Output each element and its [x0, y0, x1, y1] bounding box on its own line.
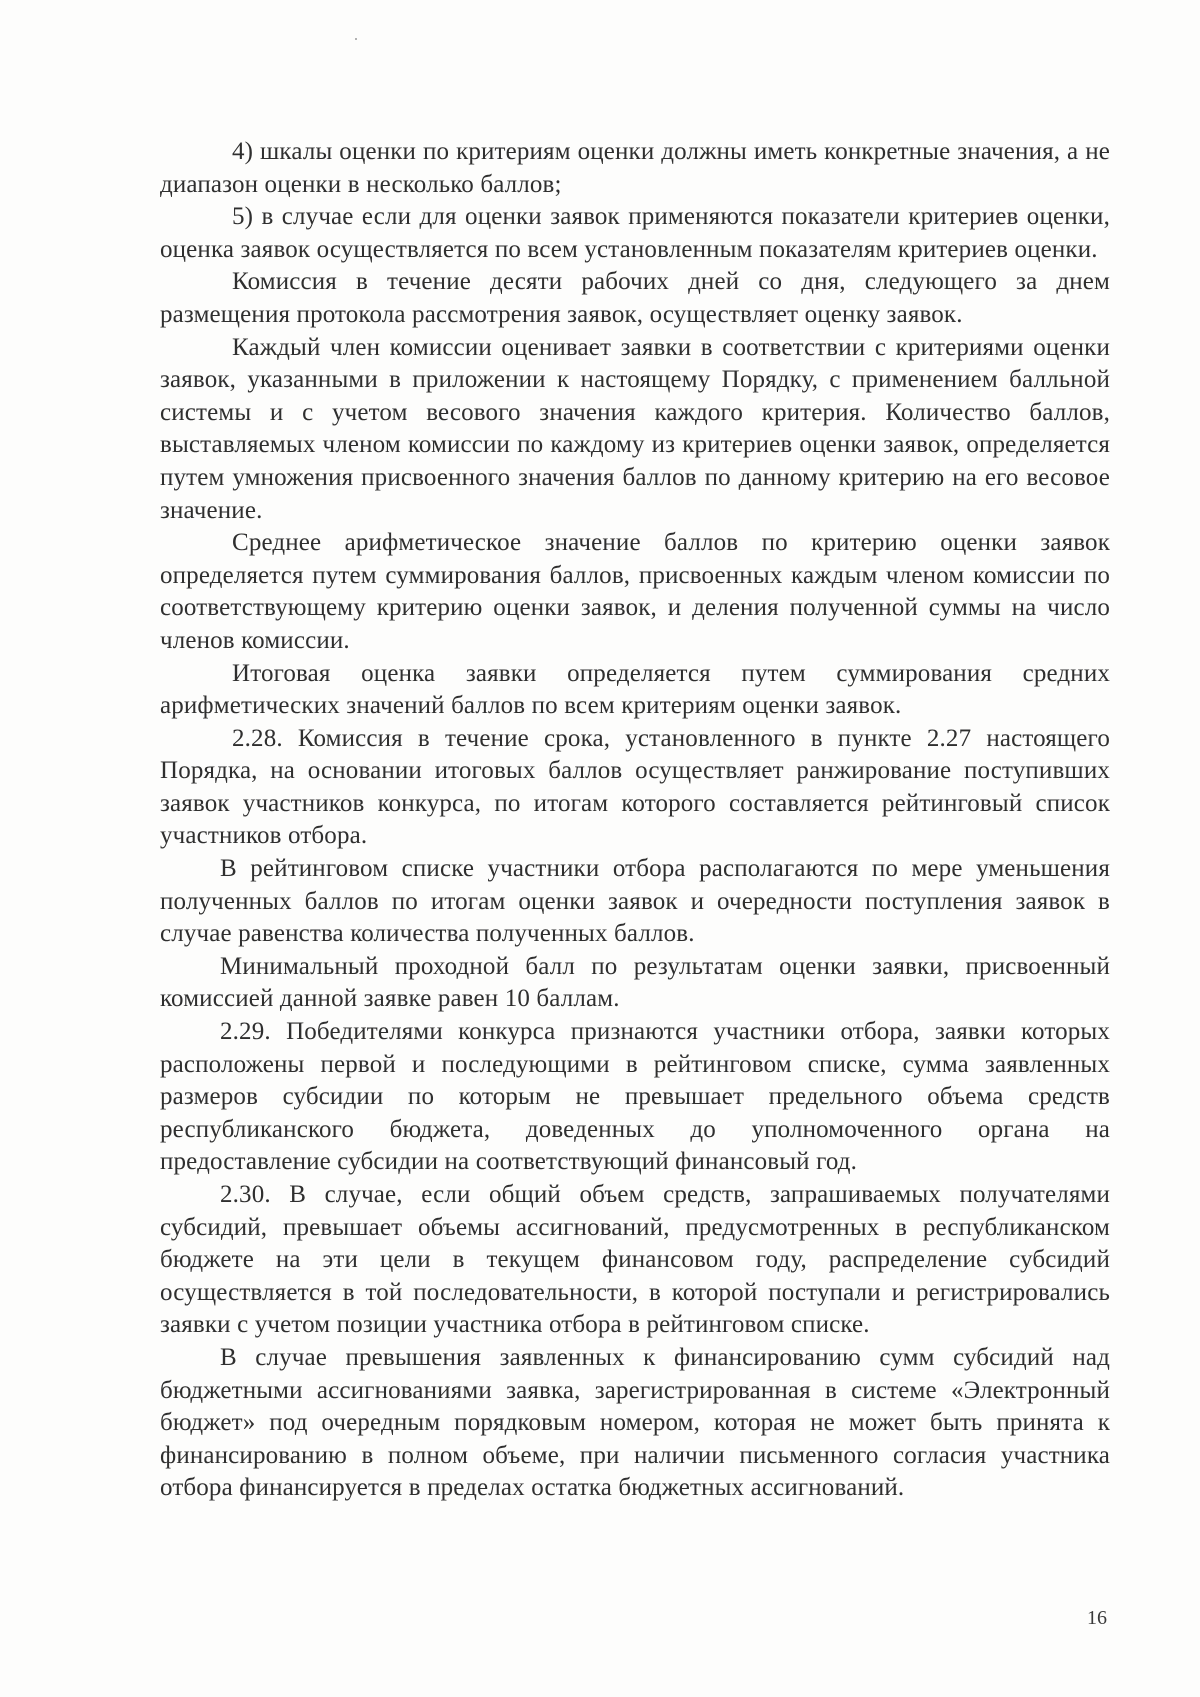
page-number: 16 [1087, 1607, 1107, 1629]
paragraph-item-4: 4) шкалы оценки по критериям оценки должны иметь конкретные значения, а не диапазон оценки в несколько баллов; [160, 138, 1110, 198]
paragraph-final-score: Итоговая оценка заявки определяется путем суммирования средних арифметических значений баллов по всем критериям оценки заявок. [160, 659, 1110, 720]
paragraph-excess-funding: В случае превышения заявленных к финансированию сумм субсидий над бюджетными ассигнованиями заявка, зарегистрированная в системе «Электронный бюджет» под очередным порядковым номером, которая не может быть принята к финансированию в полном объеме, при наличии письменного согласия участника отбора финансируется в пределах остатка бюджетных ассигнований. [160, 1343, 1110, 1502]
paragraph-2-29: 2.29. Победителями конкурса признаются участники отбора, заявки которых расположены первой и последующими в рейтинговом списке, сумма заявленных размеров субсидии по которым не превышает предельного объема средств республиканского бюджета, доведенных до уполномоченного органа на предоставление субсидии на соответствующий финансовый год. [160, 1018, 1110, 1176]
paragraph-rating-list: В рейтинговом списке участники отбора располагаются по мере уменьшения полученных баллов по итогам оценки заявок и очередности поступления заявок в случае равенства количества полученных баллов. [160, 855, 1110, 948]
paragraph-2-28: 2.28. Комиссия в течение срока, установленного в пункте 2.27 настоящего Порядка, на основании итоговых баллов осуществляет ранжирование поступивших заявок участников конкурса, по итогам которого составляется рейтинговый список участников отбора. [160, 724, 1110, 850]
paragraph-item-5: 5) в случае если для оценки заявок применяются показатели критериев оценки, оценка заявок осуществляется по всем установленным показателям критериев оценки. [160, 203, 1110, 263]
paragraph-minimum-score: Минимальный проходной балл по результатам оценки заявки, присвоенный комиссией данной заявке равен 10 баллам. [160, 952, 1110, 1013]
paragraph-member-scoring: Каждый член комиссии оценивает заявки в соответствии с критериями оценки заявок, указанными в приложении к настоящему Порядку, с применением балльной системы и с учетом весового значения каждого критерия. Количество баллов, выставляемых членом комиссии по каждому из критериев оценки заявок, определяется путем умножения присвоенного значения баллов по данному критерию на его весовое значение. [160, 333, 1110, 524]
paragraph-average-score: Среднее арифметическое значение баллов по критерию оценки заявок определяется путем суммирования баллов, присвоенных каждым членом комиссии по соответствующему критерию оценки заявок, и деления полученной суммы на число членов комиссии. [160, 529, 1110, 654]
document-body [160, 136, 1110, 1505]
paragraph-commission-evaluation: Комиссия в течение десяти рабочих дней со дня, следующего за днем размещения протокола рассмотрения заявок, осуществляет оценку заявок. [160, 268, 1110, 328]
scan-speck [355, 38, 357, 40]
paragraph-2-30: 2.30. В случае, если общий объем средств, запрашиваемых получателями субсидий, превышает объемы ассигнований, предусмотренных в республиканском бюджете на эти цели в текущем финансовом году, распределение субсидий осуществляется в той последовательности, в которой поступали и регистрировались заявки с учетом позиции участника отбора в рейтинговом списке. [160, 1181, 1110, 1339]
